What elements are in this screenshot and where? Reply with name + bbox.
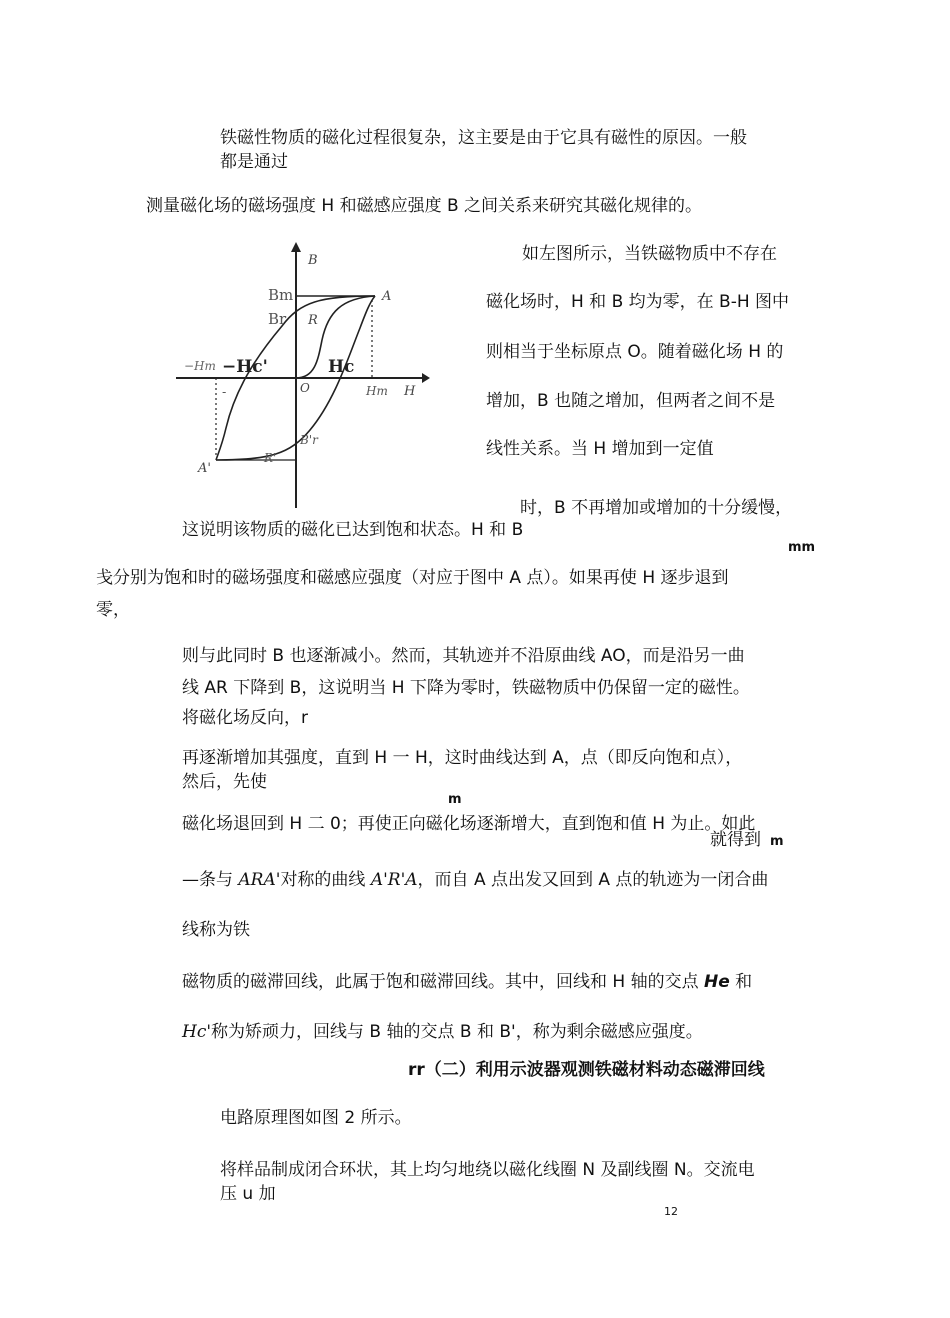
label-h: H xyxy=(404,384,416,399)
label-hm: Hm xyxy=(366,384,388,398)
paragraph-7-line-2: 就得到 xyxy=(710,830,761,850)
h-axis-arrow xyxy=(422,373,430,383)
side-line-3: 则相当于坐标原点 O。随着磁化场 H 的 xyxy=(486,342,784,362)
paragraph-5-line-1: 则与此同时 B 也逐渐减小。然而，其轨迹并不沿原曲线 AO，而是沿另一曲 xyxy=(182,646,745,666)
p8-part-a: —条与 xyxy=(182,870,239,890)
paragraph-2: 测量磁化场的磁场强度 H 和磁感应强度 B 之间关系来研究其磁化规律的。 xyxy=(146,196,703,216)
paragraph-10 xyxy=(182,970,752,994)
side-line-6: 时，B 不再增加或增加的十分缓慢， xyxy=(520,498,793,518)
paragraph-1-line-1: 铁磁性物质的磁化过程很复杂，这主要是由于它具有磁性的原因。一般 xyxy=(220,128,747,148)
paragraph-4-line-2: 零， xyxy=(96,600,130,620)
label-neg-hm: −Hm xyxy=(184,359,216,373)
paragraph-3-line-1: 这说明该物质的磁化已达到饱和状态。H 和 B xyxy=(182,520,524,540)
label-neg-hc: −Hc' xyxy=(222,357,268,377)
label-r-prime: R' xyxy=(264,451,277,465)
label-a-prime: A' xyxy=(198,461,211,476)
paragraph-5-line-3: 将磁化场反向，r xyxy=(182,708,308,728)
b-axis-arrow xyxy=(291,242,301,252)
p8-part-e: ，而自 A 点出发又回到 A 点的轨迹为一闭合曲 xyxy=(417,870,769,890)
paragraph-6-line-1: 再逐渐增加其强度，直到 H 一 H，这时曲线达到 A，点（即反向饱和点）， xyxy=(182,748,743,768)
label-bm: Bm xyxy=(268,286,294,304)
p8-part-d: A'R'A xyxy=(370,870,418,890)
label-o: O xyxy=(300,381,310,395)
side-line-1: 如左图所示，当铁磁物质中不存在 xyxy=(522,244,777,264)
p8-part-c: 对称的曲线 xyxy=(280,870,371,890)
label-neg-br: B'r xyxy=(300,433,318,447)
paragraph-4-line-1: 戋分别为饱和时的磁场强度和磁感应强度（对应于图中 A 点）。如果再使 H 逐步退到 xyxy=(96,568,729,588)
label-r: R xyxy=(308,313,318,328)
paragraph-5-line-2: 线 AR 下降到 B，这说明当 H 下降为零时，铁磁物质中仍保留一定的磁性。 xyxy=(182,678,750,698)
label-dash: - xyxy=(222,385,227,399)
p10-part-a: 磁物质的磁滞回线，此属于饱和磁滞回线。其中，回线和 H 轴的交点 xyxy=(182,972,704,992)
m-mark-2: m xyxy=(770,834,784,849)
p10-part-c: 和 xyxy=(729,972,753,992)
paragraph-1-line-2: 都是通过 xyxy=(220,152,288,172)
mm-mark: mm xyxy=(788,540,816,555)
paragraph-13-line-1: 将样品制成闭合环状，其上均匀地绕以磁化线圈 N 及副线圈 N。交流电 xyxy=(220,1160,755,1180)
paragraph-11 xyxy=(182,1020,703,1044)
label-b: B xyxy=(308,253,318,268)
section-heading: rr（二）利用示波器观测铁磁材料动态磁滞回线 xyxy=(408,1060,765,1080)
paragraph-13-line-2: 压 u 加 xyxy=(220,1184,276,1204)
m-mark-1: m xyxy=(448,792,462,807)
label-a: A xyxy=(382,289,392,304)
side-line-5: 线性关系。当 H 增加到一定值 xyxy=(486,439,714,459)
page-number: 12 xyxy=(664,1205,678,1218)
p10-part-b: He xyxy=(704,972,730,992)
side-line-4: 增加，B 也随之增加，但两者之间不是 xyxy=(486,391,776,411)
paragraph-7-line-1: 磁化场退回到 H 二 0；再使正向磁化场逐渐增大，直到饱和值 H 为止。如此 xyxy=(182,814,756,834)
p11-part-b: 称为矫顽力，回线与 B 轴的交点 B 和 B'，称为剩余磁感应强度。 xyxy=(211,1022,703,1042)
side-line-2: 磁化场时，H 和 B 均为零，在 B-H 图中 xyxy=(486,292,790,312)
paragraph-12: 电路原理图如图 2 所示。 xyxy=(220,1108,412,1128)
label-br: Br xyxy=(268,310,287,328)
paragraph-9: 线称为铁 xyxy=(182,920,250,940)
paragraph-8 xyxy=(182,868,768,892)
p8-part-b: ARA' xyxy=(238,870,281,890)
hysteresis-loop-figure xyxy=(170,240,430,510)
label-hc: Hc xyxy=(328,357,355,377)
p11-part-a: Hc' xyxy=(182,1022,212,1042)
paragraph-6-line-2: 然后，先使 xyxy=(182,772,267,792)
